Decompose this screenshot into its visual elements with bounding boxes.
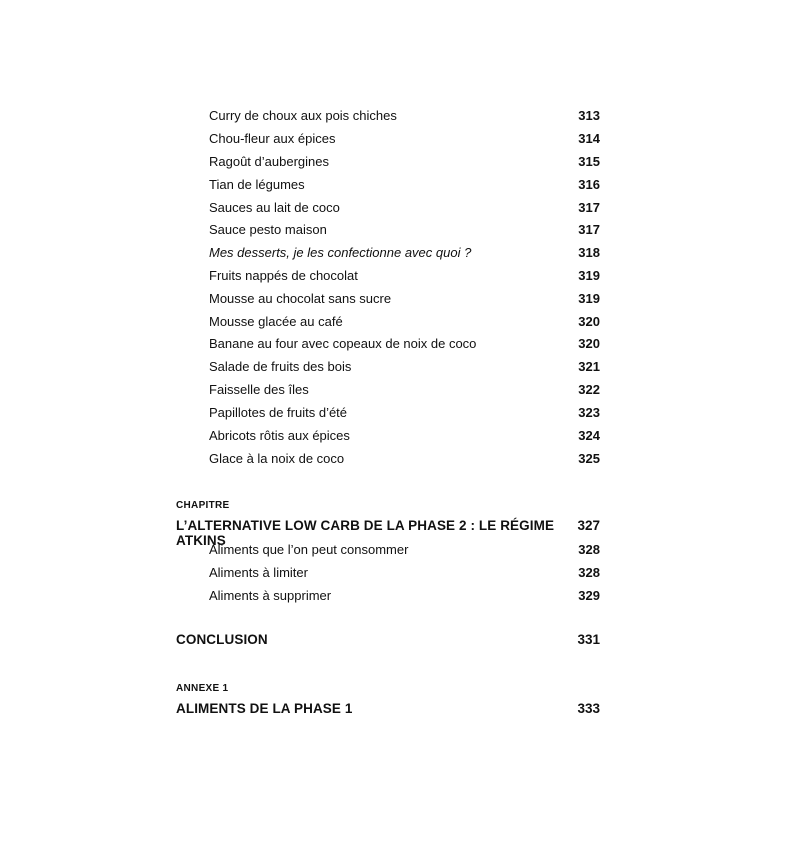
toc-entry-title: Aliments à limiter bbox=[209, 565, 308, 580]
toc-entry-page: 320 bbox=[578, 336, 600, 351]
toc-entry bbox=[209, 565, 600, 580]
toc-entry bbox=[209, 200, 600, 215]
toc-entry-title: Chou-fleur aux épices bbox=[209, 131, 336, 146]
toc-entry bbox=[209, 542, 600, 557]
toc-entry bbox=[209, 131, 600, 146]
toc-entry-page: 325 bbox=[578, 451, 600, 466]
annexe-page: 333 bbox=[577, 701, 600, 716]
toc-entry-title: Mousse glacée au café bbox=[209, 314, 343, 329]
toc-entry bbox=[209, 336, 600, 351]
toc-entry-title: Banane au four avec copeaux de noix de coco bbox=[209, 336, 477, 351]
toc-entry-title: Mousse au chocolat sans sucre bbox=[209, 291, 392, 306]
toc-entry-page: 329 bbox=[578, 588, 600, 603]
toc-entry bbox=[209, 428, 600, 443]
toc-entry bbox=[209, 268, 600, 283]
toc-entry bbox=[209, 108, 600, 123]
toc-entry-title: Ragoût d’aubergines bbox=[209, 154, 329, 169]
toc-entry bbox=[209, 382, 600, 397]
toc-entry-title: Salade de fruits des bois bbox=[209, 359, 352, 374]
toc-entry bbox=[209, 222, 600, 237]
toc-entry-title: Papillotes de fruits d’été bbox=[209, 405, 348, 420]
conclusion-page: 331 bbox=[577, 632, 600, 647]
toc-entry bbox=[209, 154, 600, 169]
toc-entry-page: 315 bbox=[578, 154, 600, 169]
chapter-page: 327 bbox=[577, 518, 600, 533]
toc-entry-page: 316 bbox=[578, 177, 600, 192]
chapter-label: CHAPITRE bbox=[176, 500, 230, 511]
toc-entry-page: 317 bbox=[578, 222, 600, 237]
toc-entry bbox=[209, 405, 600, 420]
toc-entry-title: Mes desserts, je les confectionne avec quoi ? bbox=[209, 245, 472, 260]
toc-entry-page: 317 bbox=[578, 200, 600, 215]
toc-entry-title: Faisselle des îles bbox=[209, 382, 309, 397]
toc-entry-title: Curry de choux aux pois chiches bbox=[209, 108, 397, 123]
toc-entry-page: 320 bbox=[578, 314, 600, 329]
toc-entry-page: 321 bbox=[578, 359, 600, 374]
toc-entry bbox=[209, 451, 600, 466]
toc-entry-page: 322 bbox=[578, 382, 600, 397]
toc-entry-title: Abricots rôtis aux épices bbox=[209, 428, 350, 443]
conclusion-heading bbox=[176, 632, 600, 647]
toc-entry-page: 328 bbox=[578, 565, 600, 580]
toc-entry-page: 324 bbox=[578, 428, 600, 443]
annexe-title: ALIMENTS DE LA PHASE 1 bbox=[176, 701, 353, 716]
toc-entry-title: Sauces au lait de coco bbox=[209, 200, 340, 215]
toc-entry-page: 323 bbox=[578, 405, 600, 420]
toc-entry bbox=[209, 588, 600, 603]
chapter-title: L’ALTERNATIVE LOW CARB DE LA PHASE 2 : LE RÉGIME ATKINS bbox=[176, 518, 555, 548]
toc-entry-page: 314 bbox=[578, 131, 600, 146]
toc-entry-title: Fruits nappés de chocolat bbox=[209, 268, 358, 283]
toc-entry-page: 318 bbox=[578, 245, 600, 260]
toc-entry-section bbox=[209, 245, 600, 260]
toc-entry-title: Aliments que l’on peut consommer bbox=[209, 542, 409, 557]
toc-entry bbox=[209, 291, 600, 306]
toc-entry bbox=[209, 314, 600, 329]
toc-entry-title: Glace à la noix de coco bbox=[209, 451, 345, 466]
toc-entry bbox=[209, 177, 600, 192]
toc-entry-title: Aliments à supprimer bbox=[209, 588, 332, 603]
toc-entry-page: 319 bbox=[578, 291, 600, 306]
toc-entry-page: 313 bbox=[578, 108, 600, 123]
annexe-label: ANNEXE 1 bbox=[176, 683, 229, 694]
conclusion-title: CONCLUSION bbox=[176, 632, 268, 647]
annexe-heading bbox=[176, 701, 600, 716]
toc-entry-title: Tian de légumes bbox=[209, 177, 305, 192]
toc-entry bbox=[209, 359, 600, 374]
toc-entry-page: 319 bbox=[578, 268, 600, 283]
toc-entry-title: Sauce pesto maison bbox=[209, 222, 327, 237]
toc-entry-page: 328 bbox=[578, 542, 600, 557]
